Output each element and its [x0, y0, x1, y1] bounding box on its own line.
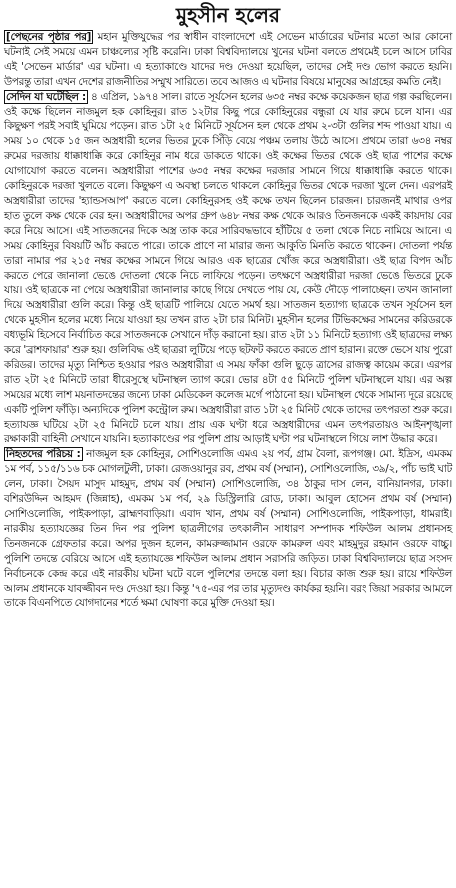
article-title: মুহসীন হলের [176, 3, 280, 27]
intro-text: মহান মুক্তিযুদ্ধের পর স্বাধীন বাংলাদেশে এই সেভেন মার্ডারের ঘটনার মতো আর কোনো ঘটনাই সেই সময়ে এমন চাঞ্চল্যের সৃষ্টি করেনি। ঢাকা বিশ্ববিদ্যালয়ে খুনের ঘটনা বলতে প্রথমেই চলে আসে ঢাবির এই 'সেভেন মার্ডার' এর ঘটনা। এ হত্যাকাণ্ডে যাদের দণ্ড দেওয়া হয়েছিল, তাদের সেই দণ্ড ভোগ করতে হয়নি। উপরন্তু তারা এখন দেশের রাজনীতির সম্মুখ সারিতে। তবে আজও এ ঘটনার বিষয়ে মানুষের আগ্রহের কমতি নেই। [4, 31, 452, 88]
incident-text: ৪ এপ্রিল, ১৯৭৪ সাল। রাতে সূর্যসেন হলের ৬৩৫ নম্বর কক্ষে কয়েকজন ছাত্র গল্প করছিলেন। ওই কক্ষে ছিলেন নাজমুল হক কোহিনুর। রাত ১২টার কিছু পরে কোহিনুরের বন্ধুরা যে যার রুমে চলে যান। এর কিছুক্ষণ পরই সবাই ঘুমিয়ে পড়েন। রাত ১টা ২৫ মিনিটে সূর্যসেন হল থেকে প্রথম ২-৩টা গুলির শব্দ পাওয়া যায়। এ সময় ১০ থেকে ১৫ জন অস্ত্রধারী হলের ভিতর ঢুকে সিঁড়ি বেয়ে পঞ্চম তলায় উঠে আসে। প্রথমে তারা ৬৩৪ নম্বর রুমের দরজায় ধাক্কাধাক্কি করে কোহিনুর নাম ধরে ডাকতে থাকে। ওই কক্ষের ভিতর থেকে ওই ছাত্র পাশের কক্ষে যোগাযোগ করতে বলেন। অস্ত্রধারীরা পাশের ৬৩৫ নম্বর কক্ষের দরজার সামনে গিয়ে ধাক্কাধাক্কি করতে থাকে। কোহিনুরকে দরজা খুলতে বলে। কিছুক্ষণ এ অবস্থা চলতে থাকলে কোহিনুর ভিতর থেকে দরজা খুলে দেন। এরপরই অস্ত্রধারীরা তাদের 'হ্যান্ডসআপ' করতে বলে। কোহিনুরসহ ওই কক্ষে তখন ছিলেন চারজন। চারজনই মাথার ওপর হাত তুলে কক্ষ থেকে বের হন। অস্ত্রধারীদের অপর গ্রুপ ৬৪৮ নম্বর কক্ষ থেকে আরও তিনজনকে একই কায়দায় বের করে নিয়ে আসে। এই সাতজনের দিকে অস্ত্র তাক করে সারিবদ্ধভাবে হাঁটিয়ে ৫ তলা থেকে নিচে নামিয়ে আনে। এ সময় কোহিনুর বিষয়টি আঁচ করতে পারে। তাকে প্রাণে না মারার জন্য আকুতি মিনতি করতে থাকেন। দোতলা পর্যন্ত তারা নামার পর ২১৫ নম্বর কক্ষের সামনে গিয়ে আরও এক ছাত্রের খোঁজ করে অস্ত্রধারীরা। ওই ছাত্র বিপদ আঁচ করতে পেরে জানালা ভেঙে দোতলা থেকে নিচে লাফিয়ে পড়েন। তৎক্ষণে অস্ত্রধারীরা দরজা ভেঙে ভিতরে ঢুকে যায়। ওই ছাত্রকে না পেয়ে অস্ত্রধারীরা জানালার কাছে গিয়ে দেখতে পায় যে, কেউ দৌড়ে পালাচ্ছেন। তখন জানালা দিয়ে অস্ত্রধারীরা গুলি করে। কিন্তু ওই ছাত্রটি পালিয়ে যেতে সমর্থ হয়। সাতজন হত্যাগ্য ছাত্রকে তখন সূর্যসেন হল থেকে মুহসীন হলের মধ্যে নিয়ে যাওয়া হয় তখন রাত ২টা চার মিনিট। মুহসীন হলের টিভিকক্ষের সামনের করিডরকে বধ্যভূমি হিসেবে নির্বাচিত করে সাতজনকে সেখানে দাঁড় করানো হয়। রাত ২টা ১১ মিনিটে হত্যাগ্য ওই ছাত্রদের লক্ষ্য করে 'ব্রাশফায়ার' শুরু হয়। গুলিবিদ্ধ ওই ছাত্ররা লুটিয়ে পড়ে ছটফট করতে করতে প্রাণ হারান। রক্তে ভেসে যায় পুরো করিডর। তাদের মৃত্যু নিশ্চিত হওয়ার পরও অস্ত্রধারীরা এ সময় ফাঁকা গুলি ছুড়ে ত্রাসের রাজত্ব কায়েম করে। এরপর রাত ২টা ২৫ মিনিটে তারা ধীরেসুস্থে ঘটনাস্থল ত্যাগ করে। ভোর ৪টা ৫৫ মিনিটে পুলিশ ঘটনাস্থলে যায়। এর অল্প সময়ের মধ্যে লাশ ময়নাতদন্তের জন্যে ঢাকা মেডিকেল কলেজ মর্গে পাঠানো হয়। ঘটনাস্থল থেকে সামান্য দূরে রয়েছে একটি পুলিশ ফাঁড়ি। অন্যদিকে পুলিশ কন্ট্রোল রুম। অস্ত্রধারীরা রাত ১টা ২৫ মিনিট থেকে তাদের তৎপরতা শুরু করে। হত্যাযজ্ঞ ঘটিয়ে ২টা ২৫ মিনিটে চলে যায়। প্রায় এক ঘণ্টা ধরে অস্ত্রধারীদের এমন তৎপরতায়ও আইনশৃঙ্খলা রক্ষাকারী বাহিনী সেখানে যায়নি। হত্যাকাণ্ডের পর পুলিশ প্রায় আড়াই ঘণ্টা পর ঘটনাস্থলে গিয়ে লাশ উদ্ধার করে। [4, 90, 452, 446]
incident-heading: সেদিন যা ঘটেছিল : [6, 90, 86, 103]
victims-text: নাজমুল হক কোহিনুর, সোশিওলোজি এমএ ২য় পর্ব, গ্রাম বৈলা, রূপগঞ্জ। মো. ইদ্রিস, এমকম ১ম পর্ব, ১১৫/১১৬ চক মোগলটুলী, ঢাকা। রেজওয়ানুর রব, প্রথম বর্ষ (সম্মান), সোশিওলোজি, ৩৯/২, পাঁচ ভাই ঘাট লেন, ঢাকা। সৈয়দ মাসুদ মাহমুদ, প্রথম বর্ষ (সম্মান) সোশিওলোজি, ৩৪ ঠাকুর দাস লেন, বানিয়ানগর, ঢাকা। বশিরউদ্দিন আহমদ (জিন্নাহ), এমকম ১ম পর্ব, ২৯ ডিস্ট্রিলারি রোড, ঢাকা। আবুল হোসেন প্রথম বর্ষ (সম্মান) সোশিওলোজি, পাইকপাড়া, ব্রাহ্মণবাড়িয়া। এবাদ খান, প্রথম বর্ষ (সম্মান) সোশিওলোজি, পাইকপাড়া, ধামরাই। নারকীয় হত্যাযজ্ঞের তিন দিন পর পুলিশ ছাত্রলীগের তৎকালীন সাধারণ সম্পাদক শফিউল আলম প্রধানসহ তিনজনকে গ্রেফতার করে। অপর দুজন হলেন, কামরুজ্জামান ওরফে কামরুল এবং মাহমুদুর রহমান ওরফে বাচ্চু। পুলিশি তদন্তে বেরিয়ে আসে এই হত্যাযজ্ঞে শফিউল আলম প্রধান সরাসরি জড়িত। ঢাকা বিশ্ববিদ্যালয়ে ছাত্র সংসদ নির্বাচনকে কেন্দ্র করে এই নারকীয় ঘটনা ঘটে বলে পুলিশের তদন্তে বলা হয়। বিচার কাজ শুরু হয়। রায়ে শফিউল আলম প্রধানকে যাবজ্জীবন দণ্ড দেওয়া হয়। কিন্তু '৭৫-এর পর তার মৃত্যুদণ্ড কার্যকর হয়নি। বরং জিয়া সরকার আমলে তাকে বিএনপিতে যোগদানের শর্তে ক্ষমা ঘোষণা করে মুক্তি দেওয়া হয়। [4, 448, 452, 610]
continued-from-label: [পেছনের পৃষ্ঠার পর] [6, 31, 92, 43]
victims-paragraph [4, 447, 452, 611]
incident-paragraph [4, 90, 452, 448]
intro-paragraph [4, 30, 452, 90]
victims-heading: নিহতদের পরিচয় : [6, 448, 81, 461]
